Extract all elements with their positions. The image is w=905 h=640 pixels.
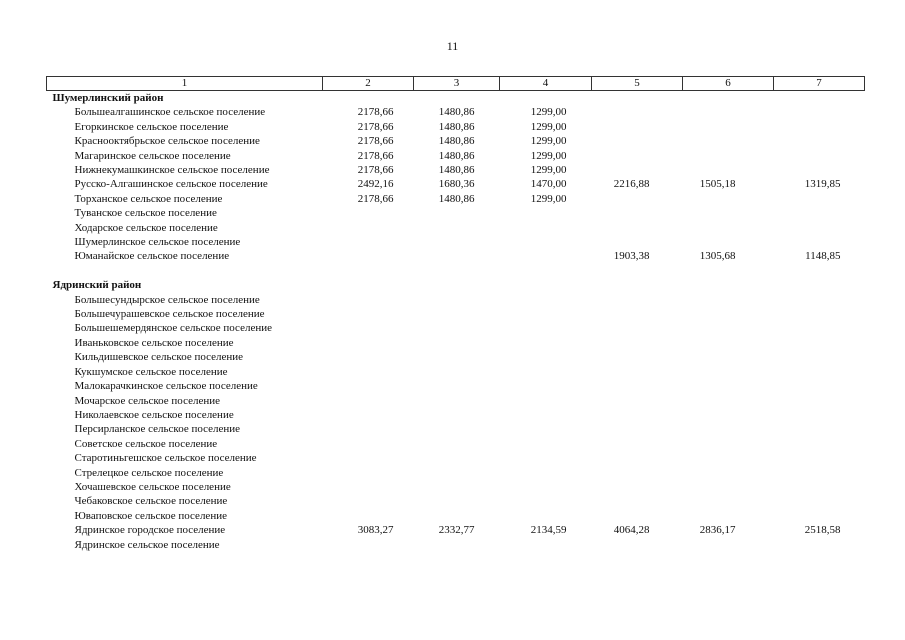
- table-row: [47, 437, 865, 451]
- table-row: [47, 134, 865, 148]
- settlement-name: Юманайское сельское поселение: [74, 250, 230, 263]
- value-cell-col-5: [592, 365, 683, 379]
- value-cell-col-2: [323, 365, 414, 379]
- value-cell-col-2: 2178,66: [357, 135, 394, 148]
- column-header-3: 3: [414, 77, 500, 91]
- value-cell-col-3: [414, 321, 500, 335]
- value-cell-col-5: [592, 235, 683, 249]
- value-cell-col-3: 1480,86: [438, 120, 475, 133]
- table-row: [47, 538, 865, 552]
- table-row: [47, 163, 865, 177]
- value-cell-col-3: [414, 206, 500, 220]
- value-cell-col-4: [500, 408, 592, 422]
- value-cell-col-7: [774, 466, 865, 480]
- table-row: [47, 350, 865, 364]
- value-cell-col-7: [774, 206, 865, 220]
- value-cell-col-2: 2178,66: [357, 120, 394, 133]
- value-cell-col-7: 2518,58: [804, 524, 841, 537]
- value-cell-col-7: [774, 538, 865, 552]
- table-row: [47, 466, 865, 480]
- value-cell-col-3: [414, 336, 500, 350]
- table-row: [47, 249, 865, 263]
- value-cell-col-7: [774, 509, 865, 523]
- value-cell-col-6: 1505,18: [699, 178, 736, 191]
- value-cell-col-7: [774, 235, 865, 249]
- value-cell-col-5: [592, 321, 683, 335]
- table-row: [47, 321, 865, 335]
- table-row: [47, 149, 865, 163]
- value-cell-col-4: [500, 422, 592, 436]
- value-cell-col-6: [683, 221, 774, 235]
- column-header-1: 1: [47, 77, 323, 91]
- value-cell-col-2: [323, 538, 414, 552]
- value-cell-col-5: [592, 509, 683, 523]
- value-cell-col-7: [774, 134, 865, 148]
- value-cell-col-3: [414, 249, 500, 263]
- value-cell-col-7: [774, 394, 865, 408]
- value-cell-col-2: [323, 336, 414, 350]
- value-cell-col-4: [500, 379, 592, 393]
- settlement-name: Большеалгашинское сельское поселение: [74, 106, 266, 119]
- value-cell-col-3: 1480,86: [438, 192, 475, 205]
- settlement-name: Юваповское сельское поселение: [74, 509, 227, 522]
- value-cell-col-6: [683, 336, 774, 350]
- value-cell-col-6: [683, 466, 774, 480]
- value-cell-col-7: [774, 293, 865, 307]
- table-row: [47, 480, 865, 494]
- value-cell-col-6: [683, 480, 774, 494]
- settlement-name: Ядринское сельское поселение: [74, 538, 220, 551]
- settlement-name: Хочашевское сельское поселение: [74, 480, 231, 493]
- value-cell-col-3: [414, 379, 500, 393]
- value-cell-col-4: 1299,00: [530, 192, 567, 205]
- district-row: [47, 278, 865, 292]
- value-cell-col-5: [592, 480, 683, 494]
- value-cell-col-2: 2178,66: [357, 106, 394, 119]
- value-cell-col-6: [683, 365, 774, 379]
- settlement-name: Чебаковское сельское поселение: [74, 495, 228, 508]
- value-cell-col-5: [592, 336, 683, 350]
- value-cell-col-3: [414, 394, 500, 408]
- value-cell-col-6: 2836,17: [699, 524, 736, 537]
- value-cell-col-6: [683, 134, 774, 148]
- column-header-7: 7: [774, 77, 865, 91]
- column-header-4: 4: [500, 77, 592, 91]
- table-row: [47, 206, 865, 220]
- value-cell-col-3: [414, 451, 500, 465]
- value-cell-col-4: [500, 321, 592, 335]
- value-cell-col-7: [774, 163, 865, 177]
- value-cell-col-2: [323, 350, 414, 364]
- settlement-name: Большечурашевское сельское поселение: [74, 308, 265, 321]
- value-cell-col-6: [683, 422, 774, 436]
- value-cell-col-3: [414, 466, 500, 480]
- value-cell-col-5: [592, 437, 683, 451]
- value-cell-col-3: [414, 538, 500, 552]
- value-cell-col-4: [500, 480, 592, 494]
- value-cell-col-4: [500, 365, 592, 379]
- value-cell-col-7: [774, 480, 865, 494]
- value-cell-col-7: [774, 437, 865, 451]
- table-row: [47, 509, 865, 523]
- value-cell-col-4: [500, 538, 592, 552]
- value-cell-col-2: [323, 379, 414, 393]
- value-cell-col-7: 1319,85: [804, 178, 841, 191]
- value-cell-col-2: [323, 422, 414, 436]
- value-cell-col-4: 1299,00: [530, 135, 567, 148]
- table-row: [47, 494, 865, 508]
- value-cell-col-4: [500, 221, 592, 235]
- section-spacer: [47, 264, 865, 278]
- value-cell-col-5: [592, 307, 683, 321]
- value-cell-col-5: [592, 149, 683, 163]
- settlement-name: Большешемердянское сельское поселение: [74, 322, 272, 335]
- value-cell-col-5: [592, 221, 683, 235]
- value-cell-col-6: [683, 206, 774, 220]
- value-cell-col-4: [500, 451, 592, 465]
- settlement-name: Егоркинское сельское поселение: [74, 120, 229, 133]
- settlement-name: Мочарское сельское поселение: [74, 394, 220, 407]
- settlement-name: Шумерлинское сельское поселение: [74, 236, 241, 249]
- district-title: Ядринский район: [52, 279, 142, 292]
- value-cell-col-6: [683, 394, 774, 408]
- value-cell-col-4: [500, 394, 592, 408]
- value-cell-col-4: [500, 494, 592, 508]
- district-title: Шумерлинский район: [52, 92, 164, 104]
- value-cell-col-4: [500, 307, 592, 321]
- value-cell-col-2: [323, 494, 414, 508]
- table-row: [47, 451, 865, 465]
- value-cell-col-6: [683, 538, 774, 552]
- value-cell-col-4: [500, 249, 592, 263]
- value-cell-col-7: [774, 221, 865, 235]
- spacer-cell: [47, 264, 865, 278]
- settlement-name: Туванское сельское поселение: [74, 207, 217, 220]
- value-cell-col-2: [323, 466, 414, 480]
- settlement-name: Кукшумское сельское поселение: [74, 365, 228, 378]
- value-cell-col-3: [414, 307, 500, 321]
- value-cell-col-4: 2134,59: [530, 524, 567, 537]
- table-row: [47, 293, 865, 307]
- settlement-name: Малокарачкинское сельское поселение: [74, 380, 258, 393]
- settlement-name: Русско-Алгашинское сельское поселение: [74, 178, 268, 191]
- settlement-name: Стрелецкое сельское поселение: [74, 466, 224, 479]
- value-cell-col-2: [323, 221, 414, 235]
- value-cell-col-3: [414, 350, 500, 364]
- settlement-name: Торханское сельское поселение: [74, 192, 223, 205]
- value-cell-col-7: [774, 451, 865, 465]
- value-cell-col-3: [414, 293, 500, 307]
- value-cell-col-3: 1480,86: [438, 106, 475, 119]
- value-cell-col-3: [414, 494, 500, 508]
- page-number: 11: [446, 39, 459, 53]
- value-cell-col-2: [323, 321, 414, 335]
- value-cell-col-4: 1299,00: [530, 164, 567, 177]
- value-cell-col-6: [683, 350, 774, 364]
- value-cell-col-7: [774, 365, 865, 379]
- value-cell-col-5: [592, 163, 683, 177]
- table-row: [47, 192, 865, 206]
- settlement-name: Кильдишевское сельское поселение: [74, 351, 244, 364]
- settlement-name: Иваньковское сельское поселение: [74, 336, 234, 349]
- value-cell-col-2: [323, 480, 414, 494]
- value-cell-col-3: 1480,86: [438, 135, 475, 148]
- value-cell-col-5: [592, 538, 683, 552]
- value-cell-col-3: 2332,77: [438, 524, 475, 537]
- value-cell-col-7: [774, 192, 865, 206]
- value-cell-col-7: [774, 350, 865, 364]
- value-cell-col-5: [592, 394, 683, 408]
- tariff-table: [46, 76, 865, 552]
- value-cell-col-6: [683, 149, 774, 163]
- value-cell-col-4: 1299,00: [530, 149, 567, 162]
- value-cell-col-4: 1299,00: [530, 106, 567, 119]
- value-cell-col-7: [774, 379, 865, 393]
- table-row: [47, 177, 865, 191]
- value-cell-col-6: [683, 307, 774, 321]
- settlement-name: Ходарское сельское поселение: [74, 221, 218, 234]
- value-cell-col-7: [774, 422, 865, 436]
- value-cell-col-4: [500, 336, 592, 350]
- table-row: [47, 394, 865, 408]
- value-cell-col-6: [683, 494, 774, 508]
- value-cell-col-2: [323, 437, 414, 451]
- value-cell-col-4: 1299,00: [530, 120, 567, 133]
- value-cell-col-6: [683, 105, 774, 119]
- value-cell-col-5: [592, 451, 683, 465]
- value-cell-col-6: [683, 192, 774, 206]
- value-cell-col-6: 1305,68: [699, 250, 736, 263]
- table-row: [47, 336, 865, 350]
- value-cell-col-2: 3083,27: [357, 524, 394, 537]
- settlement-name: Старотиньгешское сельское поселение: [74, 452, 257, 465]
- table-row: [47, 120, 865, 134]
- value-cell-col-7: [774, 321, 865, 335]
- value-cell-col-5: [592, 206, 683, 220]
- table-row: [47, 422, 865, 436]
- table-row: [47, 235, 865, 249]
- value-cell-col-6: [683, 509, 774, 523]
- settlement-name: Советское сельское поселение: [74, 437, 218, 450]
- value-cell-col-3: [414, 480, 500, 494]
- value-cell-col-6: [683, 163, 774, 177]
- value-cell-col-7: [774, 149, 865, 163]
- value-cell-col-3: [414, 221, 500, 235]
- value-cell-col-2: 2178,66: [357, 164, 394, 177]
- value-cell-col-2: [323, 293, 414, 307]
- value-cell-col-2: [323, 408, 414, 422]
- column-header-6: 6: [683, 77, 774, 91]
- value-cell-col-2: 2178,66: [357, 149, 394, 162]
- value-cell-col-7: [774, 120, 865, 134]
- value-cell-col-7: 1148,85: [805, 250, 841, 263]
- value-cell-col-5: [592, 466, 683, 480]
- value-cell-col-3: [414, 422, 500, 436]
- value-cell-col-6: [683, 321, 774, 335]
- value-cell-col-6: [683, 235, 774, 249]
- value-cell-col-4: [500, 293, 592, 307]
- value-cell-col-2: [323, 451, 414, 465]
- table-row: [47, 365, 865, 379]
- value-cell-col-3: [414, 509, 500, 523]
- district-row: [47, 91, 865, 106]
- settlement-name: Большесундырское сельское поселение: [74, 293, 260, 306]
- value-cell-col-3: [414, 408, 500, 422]
- value-cell-col-4: [500, 206, 592, 220]
- value-cell-col-2: 2492,16: [357, 178, 394, 191]
- value-cell-col-6: [683, 120, 774, 134]
- value-cell-col-6: [683, 379, 774, 393]
- value-cell-col-5: 1903,38: [613, 250, 650, 263]
- value-cell-col-2: [323, 235, 414, 249]
- settlement-name: Краснооктябрьское сельское поселение: [74, 135, 260, 148]
- value-cell-col-3: 1480,86: [438, 164, 475, 177]
- settlement-name: Николаевское сельское поселение: [74, 408, 234, 421]
- value-cell-col-7: [774, 336, 865, 350]
- settlement-name: Ядринское городское поселение: [74, 524, 226, 537]
- value-cell-col-4: [500, 350, 592, 364]
- value-cell-col-2: [323, 206, 414, 220]
- value-cell-col-5: [592, 408, 683, 422]
- value-cell-col-3: 1480,86: [438, 149, 475, 162]
- value-cell-col-6: [683, 451, 774, 465]
- value-cell-col-4: [500, 235, 592, 249]
- settlement-name: Магаринское сельское поселение: [74, 149, 231, 162]
- column-header-2: 2: [323, 77, 414, 91]
- table-body: [47, 91, 865, 552]
- value-cell-col-5: [592, 379, 683, 393]
- table-row: [47, 379, 865, 393]
- column-header-5: 5: [592, 77, 683, 91]
- value-cell-col-4: 1470,00: [530, 178, 567, 191]
- settlement-name: Персирланское сельское поселение: [74, 423, 241, 436]
- value-cell-col-7: [774, 408, 865, 422]
- table-row: [47, 307, 865, 321]
- value-cell-col-5: [592, 105, 683, 119]
- value-cell-col-5: [592, 192, 683, 206]
- value-cell-col-6: [683, 293, 774, 307]
- value-cell-col-6: [683, 408, 774, 422]
- value-cell-col-3: [414, 437, 500, 451]
- value-cell-col-5: [592, 120, 683, 134]
- table-row: [47, 408, 865, 422]
- value-cell-col-2: [323, 307, 414, 321]
- value-cell-col-4: [500, 509, 592, 523]
- value-cell-col-7: [774, 494, 865, 508]
- value-cell-col-5: 4064,28: [613, 524, 650, 537]
- settlement-name: Нижнекумашкинское сельское поселение: [74, 164, 270, 177]
- table-row: [47, 523, 865, 537]
- value-cell-col-5: [592, 134, 683, 148]
- value-cell-col-7: [774, 105, 865, 119]
- table-row: [47, 221, 865, 235]
- value-cell-col-3: 1680,36: [438, 178, 475, 191]
- value-cell-col-4: [500, 466, 592, 480]
- value-cell-col-5: [592, 293, 683, 307]
- table-header-row: [47, 77, 865, 91]
- value-cell-col-2: [323, 394, 414, 408]
- value-cell-col-7: [774, 307, 865, 321]
- value-cell-col-2: [323, 509, 414, 523]
- value-cell-col-5: 2216,88: [613, 178, 650, 191]
- value-cell-col-3: [414, 365, 500, 379]
- value-cell-col-3: [414, 235, 500, 249]
- value-cell-col-2: 2178,66: [357, 192, 394, 205]
- value-cell-col-6: [683, 437, 774, 451]
- table-row: [47, 105, 865, 119]
- value-cell-col-2: [323, 249, 414, 263]
- value-cell-col-5: [592, 422, 683, 436]
- value-cell-col-4: [500, 437, 592, 451]
- value-cell-col-5: [592, 350, 683, 364]
- value-cell-col-5: [592, 494, 683, 508]
